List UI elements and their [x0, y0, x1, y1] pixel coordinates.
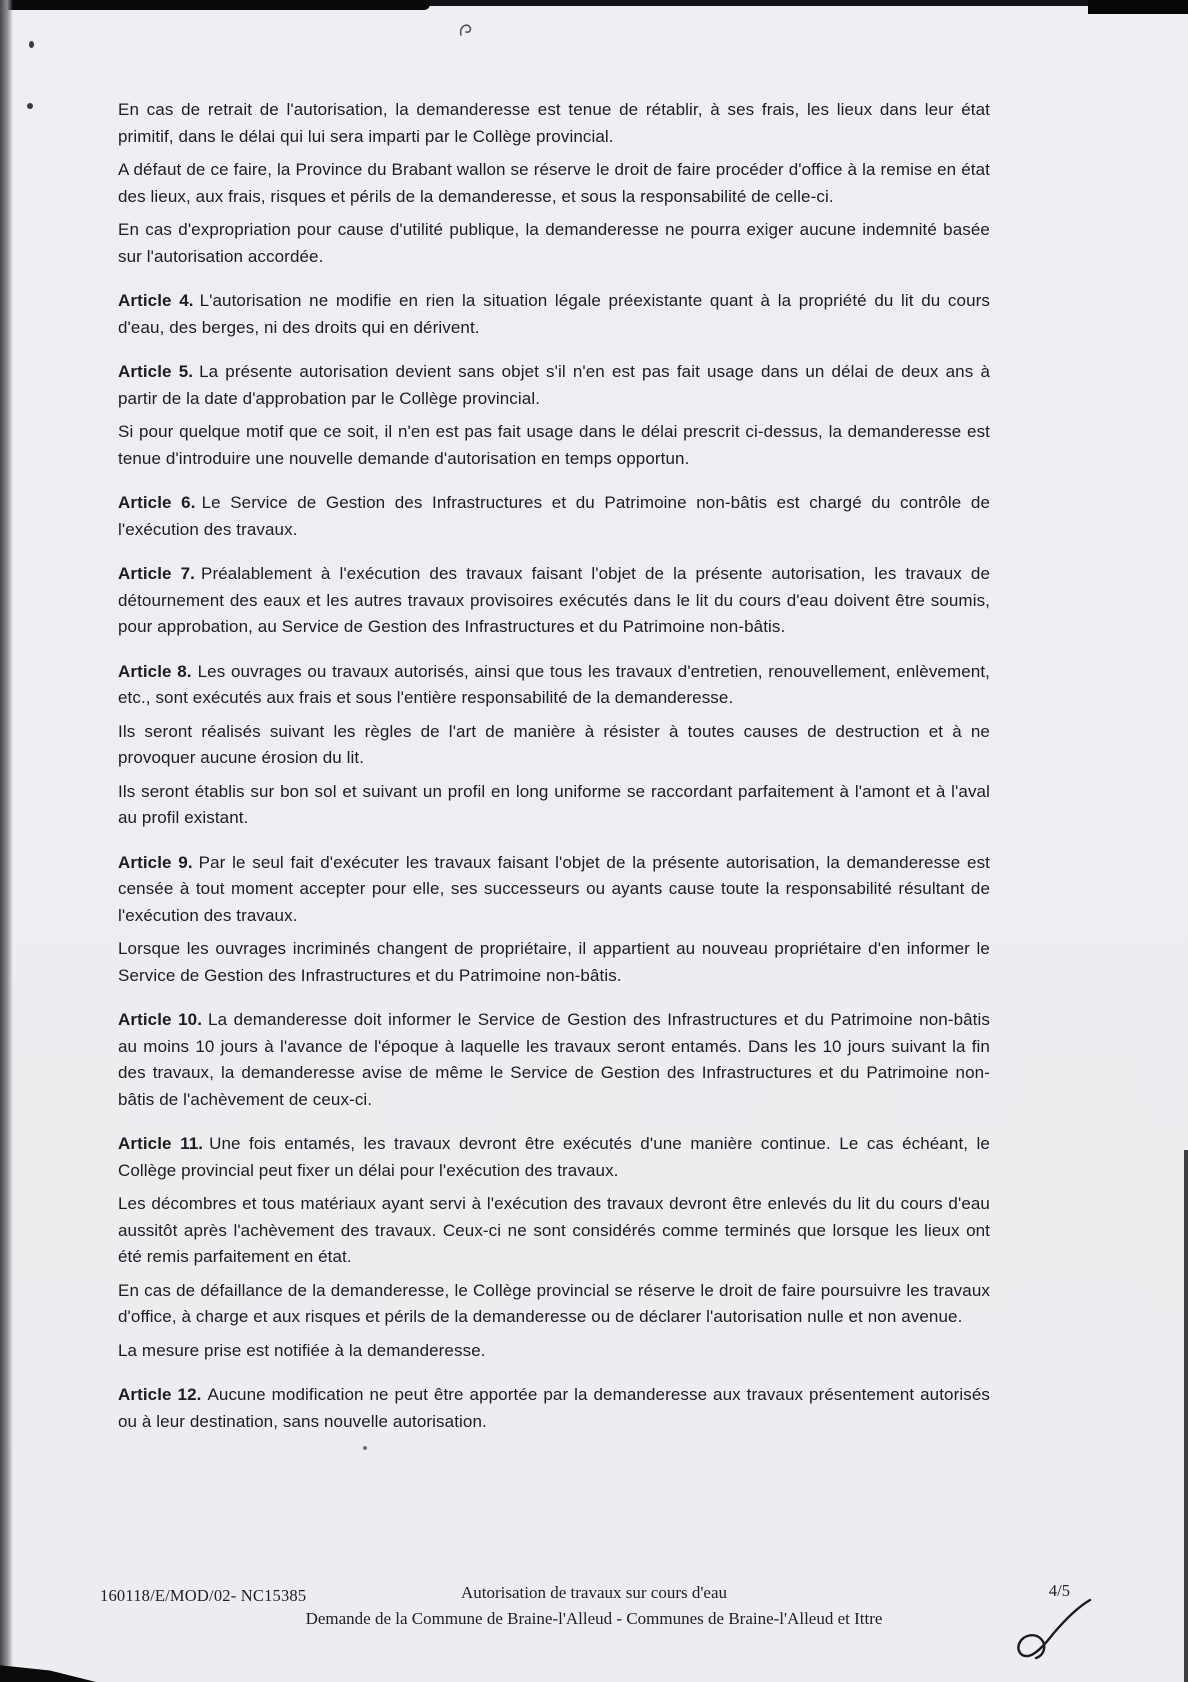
document-body — [118, 97, 990, 1435]
article-11-paragraph — [118, 1131, 990, 1184]
paragraph — [118, 157, 990, 210]
paragraph-text: Si pour quelque motif que ce soit, il n'en est pas fait usage dans le délai prescrit ci-dessus, la demanderesse est tenue d'introduire une nouvelle demande d'autorisation en temps opportun. — [118, 422, 990, 468]
article-label: Article 6. — [118, 493, 196, 512]
paragraph — [118, 936, 990, 989]
article-label: Article 10. — [118, 1010, 203, 1029]
ink-speck — [363, 1446, 367, 1450]
scan-edge-bottom-left — [0, 1658, 96, 1682]
paragraph-text: Ils seront établis sur bon sol et suivant un profil en long uniforme se raccordant parfaitement à l'amont et à l'aval au profil existant. — [118, 781, 990, 827]
paragraph-text: Ils seront réalisés suivant les règles de l'art de manière à résister à toutes causes de destruction et à ne provoquer aucune érosion du lit. — [118, 721, 990, 767]
paragraph-text: La mesure prise est notifiée à la demanderesse. — [118, 1340, 486, 1360]
article-10-paragraph — [118, 1007, 990, 1113]
paragraph-text: Les décombres et tous matériaux ayant servi à l'exécution des travaux devront être enlevés du lit du cours d'eau aussitôt après l'achèvement des travaux. Ceux-ci ne sont considérés comme terminés que lorsque les lieux ont été remis parfaitement en état. — [118, 1194, 990, 1266]
article-12-paragraph — [118, 1382, 990, 1435]
article-label: Article 12. — [118, 1385, 202, 1404]
article-label: Article 7. — [118, 564, 195, 583]
article-4-paragraph — [118, 288, 990, 341]
paragraph-text: La demanderesse doit informer le Service de Gestion des Infrastructures et du Patrimoine non-bâtis au moins 10 jours à l'avance de l'époque à laquelle les travaux seront entamés. Dans les 10 jours suivant la fin des travaux, la demanderesse avise de même le Service de Gestion des Infrastructures et du Patrimoine non-bâtis de l'achèvement de ceux-ci. — [118, 1010, 990, 1109]
paragraph-text: Une fois entamés, les travaux devront être exécutés d'une manière continue. Le cas échéant, le Collège provincial peut fixer un délai pour l'exécution des travaux. — [118, 1134, 990, 1180]
article-label: Article 9. — [118, 852, 193, 872]
footer-reference: 160118/E/MOD/02- NC15385 — [100, 1586, 307, 1605]
article-label: Article 8. — [118, 661, 192, 681]
scan-edge-top-left — [0, 0, 430, 10]
pen-curl-mark — [458, 22, 474, 40]
handwritten-paraph — [1006, 1597, 1096, 1663]
paragraph — [118, 719, 990, 772]
paragraph — [118, 779, 990, 832]
paragraph-text: Par le seul fait d'exécuter les travaux faisant l'objet de la présente autorisation, la demanderesse est censée à tout moment accepter pour elle, ses successeurs ou ayants cause toute la responsabilité résultant de l'exécution des travaux. — [118, 852, 990, 925]
article-label: Article 4. — [118, 291, 194, 310]
paragraph-text: En cas de défaillance de la demanderesse, le Collège provincial se réserve le droit de faire poursuivre les travaux d'office, à charge et aux risques et périls de la demanderesse ou de déclarer l'autorisation nulle et non avenue. — [118, 1280, 990, 1326]
article-7-paragraph — [118, 561, 990, 641]
paragraph — [118, 1278, 990, 1331]
scan-edge-top-right — [1088, 0, 1188, 14]
paragraph-text: En cas d'expropriation pour cause d'utilité publique, la demanderesse ne pourra exiger aucune indemnité basée sur l'autorisation accordée. — [118, 220, 990, 266]
article-6-paragraph — [118, 490, 990, 543]
paragraph-text: Les ouvrages ou travaux autorisés, ainsi que tous les travaux d'entretien, renouvellement, enlèvement, etc., sont exécutés aux frais et sous l'entière responsabilité de la demanderesse. — [118, 661, 991, 707]
paragraph-text: En cas de retrait de l'autorisation, la demanderesse est tenue de rétablir, à ses frais, les lieux dans leur état primitif, dans le délai qui lui sera imparti par le Collège provincial. — [118, 100, 990, 146]
page-number: 4/5 — [1048, 1581, 1070, 1600]
footer-title: Autorisation de travaux sur cours d'eau — [460, 1583, 727, 1602]
paragraph-text: Le Service de Gestion des Infrastructures et du Patrimoine non-bâtis est chargé du contrôle de l'exécution des travaux. — [118, 493, 990, 539]
paragraph — [118, 1338, 990, 1365]
article-9-paragraph — [118, 850, 990, 930]
paragraph-text: Préalablement à l'exécution des travaux faisant l'objet de la présente autorisation, les travaux de détournement des eaux et les autres travaux provisoires exécutés dans le lit du cours d'eau doivent être soumis, pour approbation, au Service de Gestion des Infrastructures et du Patrimoine non-bâtis. — [118, 564, 990, 636]
article-5-paragraph — [118, 359, 990, 412]
article-label: Article 5. — [118, 362, 194, 381]
paragraph-text: Aucune modification ne peut être apportée par la demanderesse aux travaux présentement autorisés ou à leur destination, sans nouvelle autorisation. — [118, 1385, 990, 1431]
paragraph — [118, 97, 990, 150]
paragraph-text: Lorsque les ouvrages incriminés changent de propriétaire, il appartient au nouveau propriétaire d'en informer le Service de Gestion des Infrastructures et du Patrimoine non-bâtis. — [118, 939, 990, 985]
scan-edge-left — [0, 0, 13, 1682]
paragraph — [118, 419, 990, 472]
paragraph-text: La présente autorisation devient sans objet s'il n'en est pas fait usage dans un délai de deux ans à partir de la date d'approbation par le Collège provincial. — [118, 362, 990, 408]
staple-mark — [27, 103, 33, 109]
article-8-paragraph — [118, 659, 990, 712]
footer-subtitle: Demande de la Commune de Braine-l'Alleud - Communes de Braine-l'Alleud et Ittre — [305, 1609, 883, 1628]
paragraph-text: A défaut de ce faire, la Province du Brabant wallon se réserve le droit de faire procéder d'office à la remise en état des lieux, aux frais, risques et périls de la demanderesse, et sous la responsabilité de celle-ci. — [118, 160, 990, 206]
paragraph — [118, 1191, 990, 1271]
article-label: Article 11. — [118, 1134, 204, 1153]
paragraph — [118, 217, 990, 270]
staple-mark — [29, 41, 34, 48]
paragraph-text: L'autorisation ne modifie en rien la situation légale préexistante quant à la propriété du lit du cours d'eau, des berges, ni des droits qui en dérivent. — [118, 291, 990, 337]
